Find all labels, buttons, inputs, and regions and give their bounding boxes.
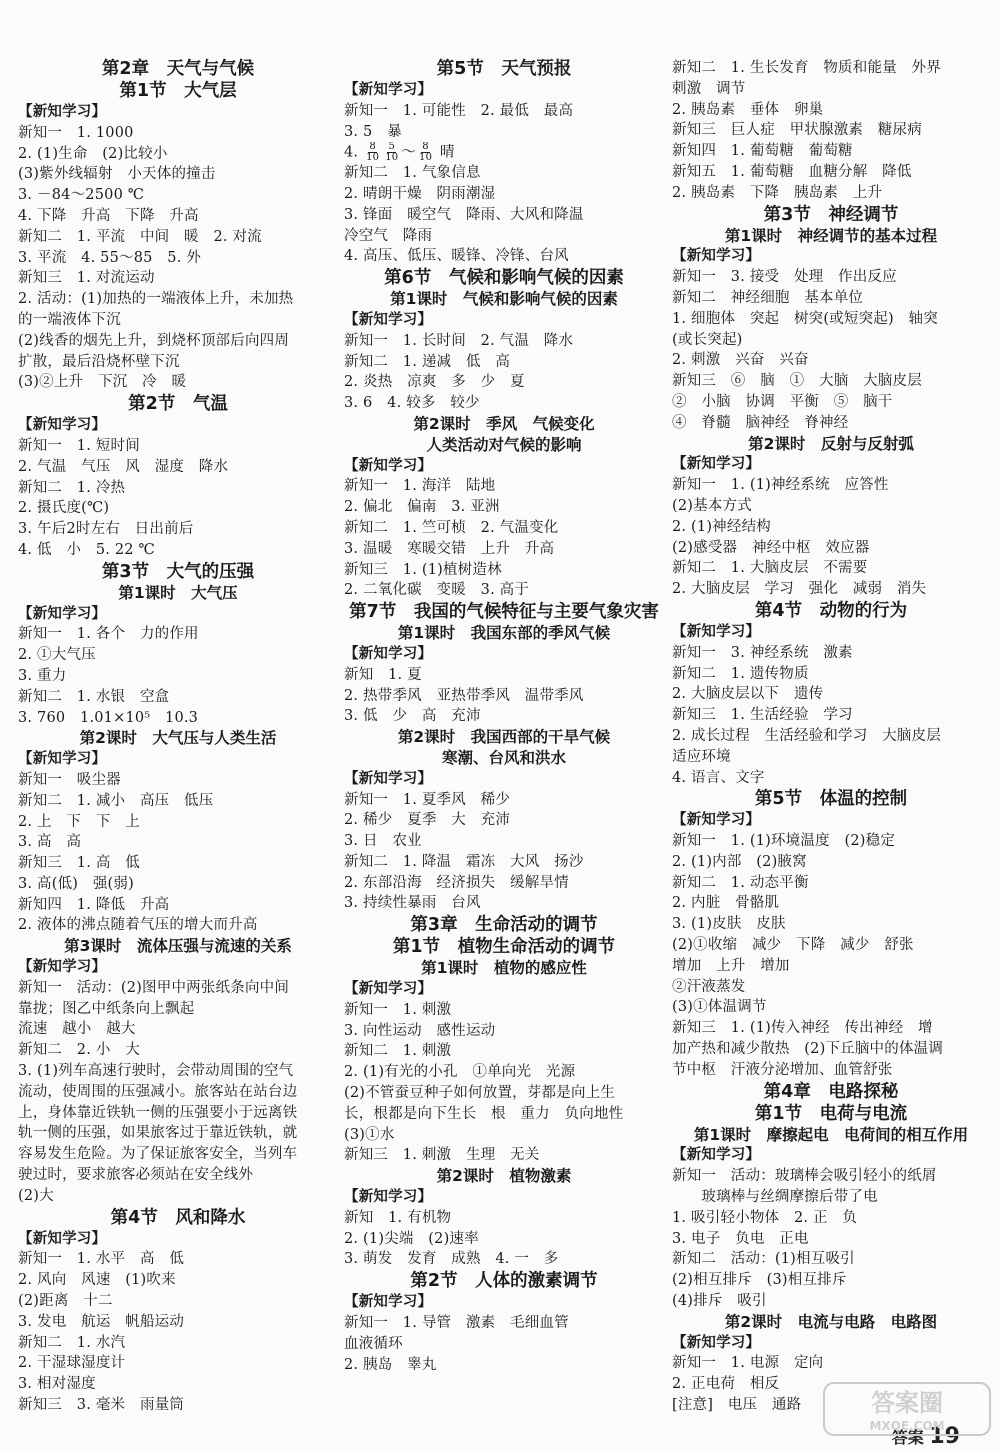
answer-line: 血液循环 (344, 1335, 403, 1352)
answer-line: 2. (1)神经结构 (672, 518, 771, 535)
answer-line: 新知一 3. 接受 处理 作出反应 (672, 269, 897, 286)
answer-line: (2)线香的烟先上升，到烧杯顶部后向四周 (18, 332, 290, 349)
lesson-heading: 第1课时 植物的感应性 (421, 959, 587, 978)
answer-line: 新知二 1. 竺可桢 2. 气温变化 (344, 519, 559, 536)
answer-line: 新知二 1. 遗传物质 (672, 665, 809, 682)
answer-line: 新知二 1. 水汽 (18, 1334, 126, 1351)
study-tag: 【新知学习】 (344, 645, 433, 662)
answer-line: 4. 低 小 5. 22 ℃ (18, 541, 155, 558)
answer-line: 2. 热带季风 亚热带季风 温带季风 (344, 687, 584, 704)
answer-line: 2. 胰岛素 下降 胰岛素 上升 (672, 184, 883, 201)
section-heading: 第5节 体温的控制 (754, 789, 908, 810)
answer-line: 新知一 1. 各个 力的作用 (18, 626, 199, 643)
answer-line: 新知一 1. 导管 激素 毛细血管 (344, 1315, 569, 1332)
answer-line: 新知一 1. 长时间 2. 气温 降水 (344, 332, 574, 349)
fraction-denominator: 10 (419, 152, 433, 164)
answer-line: 新知二 1. 降温 霜冻 大风 扬沙 (344, 853, 584, 870)
answer-line: 靠拢；图乙中纸条向上飘起 (18, 1000, 195, 1017)
answer-line: 3. 发电 航运 帆船运动 (18, 1313, 185, 1330)
answer-line: 新知三 巨人症 甲状腺激素 糖尿病 (672, 122, 922, 139)
section-heading: 第3章 生命活动的调节 (410, 915, 598, 936)
answer-line: 新知二 1. 水银 空盒 (18, 688, 170, 705)
study-tag: 【新知学习】 (18, 1230, 107, 1247)
lesson-heading: 第2课时 植物激素 (436, 1167, 572, 1186)
answer-line: 2. 上 下 下 上 (18, 813, 140, 830)
answer-line: 玻璃棒与丝绸摩擦后带了电 (672, 1189, 878, 1206)
answer-line: 新知二 1. 减小 高压 低压 (18, 792, 214, 809)
section-heading: 第7节 我国的气候特征与主要气象灾害 (349, 602, 659, 623)
answer-line: 新知三 1. (1)传入神经 传出神经 增 (672, 1020, 933, 1037)
answer-line: 3. 日 农业 (344, 833, 422, 850)
study-tag: 【新知学习】 (672, 812, 761, 829)
answer-line: 新知三 1. 刺激 生理 无关 (344, 1147, 540, 1164)
answer-line: 2. 东部沿海 经济损失 缓解旱情 (344, 874, 569, 891)
answer-line: 3. (1)列车高速行驶时，会带动周围的空气 (18, 1063, 294, 1080)
section-heading: 第4节 风和降水 (110, 1207, 246, 1228)
section-heading: 第5节 天气预报 (436, 59, 572, 79)
answer-line: 2. 内脏 骨骼肌 (672, 895, 780, 912)
answer-line: 轨一侧的压强，如果旅客过于靠近铁轨，就 (18, 1125, 298, 1142)
answer-line: (2)感受器 神经中枢 效应器 (672, 539, 870, 556)
lesson-heading: 人类活动对气候的影响 (426, 435, 582, 454)
lesson-heading: 第3课时 流体压强与流速的关系 (64, 937, 292, 956)
answer-line: 刺激 调节 (672, 80, 746, 97)
lesson-heading: 第2课时 我国西部的干旱气候 (397, 728, 611, 747)
study-tag: 【新知学习】 (18, 959, 107, 976)
fraction (366, 142, 379, 163)
answer-line: 新知二 神经细胞 基本单位 (672, 289, 864, 306)
section-heading: 第2节 气温 (128, 394, 228, 415)
footer-label: 答案 (891, 1428, 924, 1447)
answer-line: 2. 风向 风速 (1)吹来 (18, 1272, 176, 1289)
answer-line: (2)距离 十二 (18, 1293, 113, 1310)
answer-line: 新知三 1. 对流运动 (18, 270, 155, 287)
answer-line: 1. 吸引轻小物体 2. 正 负 (672, 1209, 858, 1226)
study-tag: 【新知学习】 (18, 605, 107, 622)
answer-line: (2)基本方式 (672, 497, 752, 514)
section-heading: 第1节 电荷与电流 (754, 1103, 908, 1124)
fraction (385, 142, 398, 163)
answer-line: 2. 液体的沸点随着气压的增大而升高 (18, 917, 258, 934)
answer-line: 4. 下降 升高 下降 升高 (18, 207, 199, 224)
study-tag: 【新知学习】 (344, 311, 433, 328)
answer-line: 3. 高(低) 强(弱) (18, 875, 134, 892)
answer-line: 2. 正电荷 相反 (672, 1376, 780, 1393)
answer-line: 2. 二氧化碳 变暖 3. 高于 (344, 582, 530, 599)
answer-line: (3)紫外线辐射 小天体的撞击 (18, 166, 216, 183)
answer-line: (3)①水 (344, 1126, 395, 1143)
answer-line: 3. 760 1.01×10⁵ 10.3 (18, 709, 199, 726)
page-number: 19 (929, 1424, 960, 1449)
answer-line: 3. 萌发 发育 成熟 4. 一 多 (344, 1251, 559, 1268)
answer-line: 2. 炎热 凉爽 多 少 夏 (344, 374, 525, 391)
answer-line: 2. 成长过程 生活经验和学习 大脑皮层 (672, 727, 941, 744)
answer-line: 新知一 1. 海洋 陆地 (344, 478, 496, 495)
fraction-denominator: 10 (366, 152, 380, 164)
answer-line: 新知一 1. 短时间 (18, 437, 140, 454)
study-tag: 【新知学习】 (344, 1189, 433, 1206)
answer-line: 新知三 ⑥ 脑 ① 大脑 大脑皮层 (672, 373, 922, 390)
answer-line: 2. 晴朗干燥 阴雨潮湿 (344, 185, 496, 202)
answer-line: 新知三 1. (1)植树造林 (344, 561, 502, 578)
answer-line: 新知二 1. 冷热 (18, 479, 126, 496)
study-tag: 【新知学习】 (672, 456, 761, 473)
column-right (672, 58, 990, 1451)
answer-line: (3)①体温调节 (672, 999, 767, 1016)
answer-line: 2. 活动：(1)加热的一端液体上升，未加热 (18, 291, 294, 308)
answer-line: 2. ①大气压 (18, 647, 96, 664)
answer-line: 3. 锋面 暖空气 降雨、大风和降温 (344, 206, 584, 223)
answer-line: 3. 温暖 寒暖交错 上升 升高 (344, 540, 555, 557)
answer-line: (2)不管蚕豆种子如何放置，芽都是向上生 (344, 1085, 616, 1102)
answer-line: 新知四 1. 降低 升高 (18, 896, 170, 913)
answer-line: 扩散，最后沿烧杯壁下沉 (18, 353, 180, 370)
answer-line: 上，身体靠近铁轨一侧的压强要小于远离铁 (18, 1104, 298, 1121)
fraction-prefix: 4. (344, 144, 359, 161)
answer-line: 2. 大脑皮层 学习 强化 减弱 消失 (672, 581, 927, 598)
fraction-suffix: 晴 (439, 144, 455, 161)
answer-line: 2. (1)内部 (2)腋窝 (672, 853, 807, 870)
column-left (18, 58, 338, 1451)
answer-line: 新知二 1. 气象信息 (344, 165, 481, 182)
study-tag: 【新知学习】 (672, 623, 761, 640)
study-tag: 【新知学习】 (672, 1147, 761, 1164)
answer-line: 节中枢 汗液分泌增加、血管舒张 (672, 1061, 893, 1078)
lesson-heading: 第1课时 大气压 (118, 583, 238, 602)
answer-line: 3. 午后2时左右 日出前后 (18, 521, 194, 538)
answer-line: 新知三 1. 高 低 (18, 855, 140, 872)
answer-line: 4. 语言、文字 (672, 769, 765, 786)
answer-line: 新知二 1. 平流 中间 暖 2. 对流 (18, 228, 262, 245)
section-heading: 第4节 动物的行为 (754, 600, 908, 621)
lesson-heading: 第2课时 反射与反射弧 (748, 434, 914, 453)
study-tag: 【新知学习】 (344, 82, 433, 98)
lesson-heading: 第1课时 气候和影响气候的因素 (390, 290, 618, 309)
answer-line: 新知一 1. 1000 (18, 124, 134, 141)
answer-line: 2. (1)有光的小孔 ①单向光 光源 (344, 1064, 576, 1081)
answer-line: 1. 细胞体 突起 树突(或短突起) 轴突 (672, 310, 938, 327)
answer-line: (3)②上升 下沉 冷 暖 (18, 374, 187, 391)
section-heading: 第2章 天气与气候 (101, 59, 255, 79)
answer-line: 2. (1)尖端 (2)速率 (344, 1230, 479, 1247)
answer-line: 加产热和减少散热 (2)下丘脑中的体温调 (672, 1041, 944, 1058)
answer-line: 新知一 1. (1)环境温度 (2)稳定 (672, 833, 896, 850)
answer-line: 新知一 3. 神经系统 激素 (672, 644, 853, 661)
answer-line: 3. 持续性暴雨 台风 (344, 895, 481, 912)
answer-line: 新知一 1. (1)神经系统 应答性 (672, 477, 889, 494)
answer-line: (或长突起) (672, 331, 743, 348)
answer-line: 新知二 2. 小 大 (18, 1042, 140, 1059)
answer-line: 3. 相对湿度 (18, 1376, 96, 1393)
answer-line: ② 小脑 协调 平衡 ⑤ 脑干 (672, 393, 893, 410)
answer-line: 2. 刺激 兴奋 兴奋 (672, 352, 809, 369)
fraction-numerator: 8 (369, 142, 376, 153)
answer-line: 3. 5 暴 (344, 123, 402, 140)
answer-line: 新知一 1. 刺激 (344, 1001, 452, 1018)
answer-line: 4. 高压、低压、暖锋、冷锋、台风 (344, 248, 569, 265)
answer-line: 2. 摄氏度(℃) (18, 500, 110, 517)
answer-line: 2. 气温 气压 风 湿度 降水 (18, 458, 229, 475)
answer-line: 新知一 活动：玻璃棒会吸引轻小的纸屑 (672, 1168, 937, 1185)
answer-line: 新知二 1. 动态平衡 (672, 874, 809, 891)
answer-line: 新知一 1. 可能性 2. 最低 最高 (344, 102, 574, 119)
answer-line: 的一端液体下沉 (18, 311, 121, 328)
answer-line: 适应环境 (672, 748, 731, 765)
study-tag: 【新知学习】 (672, 1334, 761, 1351)
answer-line: 3. 6 4. 较多 较少 (344, 395, 480, 412)
answer-line: (2)大 (18, 1187, 54, 1204)
answer-line: 2. 干湿球湿度计 (18, 1355, 126, 1372)
study-tag: 【新知学习】 (18, 104, 107, 120)
answer-line: 新知二 活动：(1)相互吸引 (672, 1251, 855, 1268)
answer-line: 流速 越小 越大 (18, 1021, 136, 1038)
answer-line: 新知一 1. 电源 定向 (672, 1355, 824, 1372)
answer-line: 2. 稀少 夏季 大 充沛 (344, 812, 511, 829)
answer-line: 新知二 1. 大脑皮层 不需要 (672, 560, 868, 577)
fraction-denominator: 10 (385, 152, 399, 164)
lesson-heading: 第1课时 摩擦起电 电荷间的相互作用 (693, 1125, 969, 1144)
lesson-heading: 第2课时 电流与电路 电路图 (724, 1312, 938, 1331)
answer-line: (2)①收缩 减少 下降 减少 舒张 (672, 937, 914, 954)
study-tag: 【新知学习】 (672, 248, 761, 265)
watermark-text: 答案圈 (871, 1389, 943, 1417)
fraction-numerator: 5 (388, 142, 396, 153)
section-heading: 第2节 人体的激素调节 (410, 1271, 598, 1292)
answer-line: 3. 重力 (18, 667, 67, 684)
answer-line: 新知一 吸尘器 (18, 771, 121, 788)
study-tag: 【新知学习】 (18, 417, 107, 434)
answer-line: 2. 大脑皮层以下 遗传 (672, 686, 824, 703)
study-tag: 【新知学习】 (344, 1294, 433, 1311)
answer-line: 新知 1. 有机物 (344, 1209, 452, 1226)
column-middle (344, 58, 664, 1451)
section-heading: 第1节 植物生命活动的调节 (392, 937, 616, 958)
answer-line: 新知二 1. 刺激 (344, 1043, 452, 1060)
answer-line: (2)相互排斥 (3)相互排斥 (672, 1272, 847, 1289)
answer-line: 新知一 1. 夏季风 稀少 (344, 791, 511, 808)
answer-line: 长，根都是向下生长 根 重力 负向地性 (344, 1105, 624, 1122)
answer-line: 增加 上升 增加 (672, 957, 790, 974)
answer-line: ②汗液蒸发 (672, 978, 746, 995)
answer-line: 新知一 1. 水平 高 低 (18, 1251, 185, 1268)
study-tag: 【新知学习】 (344, 770, 433, 787)
answer-line: [注意] 电压 通路 (672, 1397, 802, 1414)
answer-line: 3. 电子 负电 正电 (672, 1230, 809, 1247)
answer-line: 新知三 3. 毫米 雨量筒 (18, 1397, 185, 1414)
section-heading: 第6节 气候和影响气候的因素 (384, 268, 624, 289)
answer-line: 新知三 1. 生活经验 学习 (672, 707, 853, 724)
watermark-url: MXQE.COM (869, 1419, 945, 1433)
fraction-numerator: 8 (422, 142, 429, 153)
answer-line: 流动，使周围的压强减小。旅客站在站台边 (18, 1083, 298, 1100)
section-heading: 第3节 神经调节 (763, 204, 899, 225)
study-tag: 【新知学习】 (344, 981, 433, 998)
watermark-logo (822, 1381, 992, 1437)
answer-line: 新知二 1. 递减 低 高 (344, 353, 511, 370)
study-tag: 【新知学习】 (18, 751, 107, 768)
fraction-line: 4. $\frac{8}{10}$ $\frac{5}{10}$ ～ $\frac{8}{10}$ 晴 (344, 142, 455, 164)
answer-line: 2. 胰岛素 垂体 卵巢 (672, 101, 824, 118)
answer-line: 2. 胰岛 睾丸 (344, 1356, 437, 1373)
lesson-heading: 第1课时 我国东部的季风气候 (397, 624, 611, 643)
answer-line: 3. (1)皮肤 皮肤 (672, 916, 786, 933)
lesson-heading: 寒潮、台风和洪水 (441, 748, 566, 767)
section-heading: 第3节 大气的压强 (101, 561, 255, 582)
section-heading: 第1节 大气层 (119, 81, 237, 101)
answer-line: 新知四 1. 葡萄糖 葡萄糖 (672, 143, 853, 160)
answer-line: 冷空气 降雨 (344, 227, 433, 244)
answer-line: 新知一 活动：(2)图甲中两张纸条向中间 (18, 979, 290, 996)
lesson-heading: 第1课时 神经调节的基本过程 (724, 226, 938, 245)
answer-line: 驶过时，要求旅客必须站在安全线外 (18, 1167, 254, 1184)
answer-line: 3. 向性运动 感性运动 (344, 1022, 496, 1039)
answer-line: 2. (1)生命 (2)比较小 (18, 145, 168, 162)
study-tag: 【新知学习】 (344, 457, 433, 474)
answer-line: 新知二 1. 生长发育 物质和能量 外界 (672, 60, 941, 76)
answer-line: 新知 1. 夏 (344, 666, 422, 683)
answer-line: ④ 脊髓 脑神经 脊神经 (672, 414, 849, 431)
answer-line: 3. 低 少 高 充沛 (344, 708, 481, 725)
lesson-heading: 第2课时 大气压与人类生活 (79, 729, 277, 748)
answer-line: 3. 高 高 (18, 834, 82, 851)
section-heading: 第4章 电路探秘 (763, 1081, 899, 1102)
answer-line: 2. 偏北 偏南 3. 亚洲 (344, 499, 500, 516)
answer-line: 3. 平流 4. 55～85 5. 外 (18, 249, 202, 266)
answer-line: 3. －84～2500 ℃ (18, 187, 145, 204)
answer-line: 新知五 1. 葡萄糖 血糖分解 降低 (672, 163, 912, 180)
answer-line: (4)排斥 吸引 (672, 1293, 767, 1310)
fraction (419, 142, 432, 163)
lesson-heading: 第2课时 季风 气候变化 (413, 414, 595, 433)
answer-line: 容易发生危险。为了保证旅客安全，当列车 (18, 1146, 298, 1163)
